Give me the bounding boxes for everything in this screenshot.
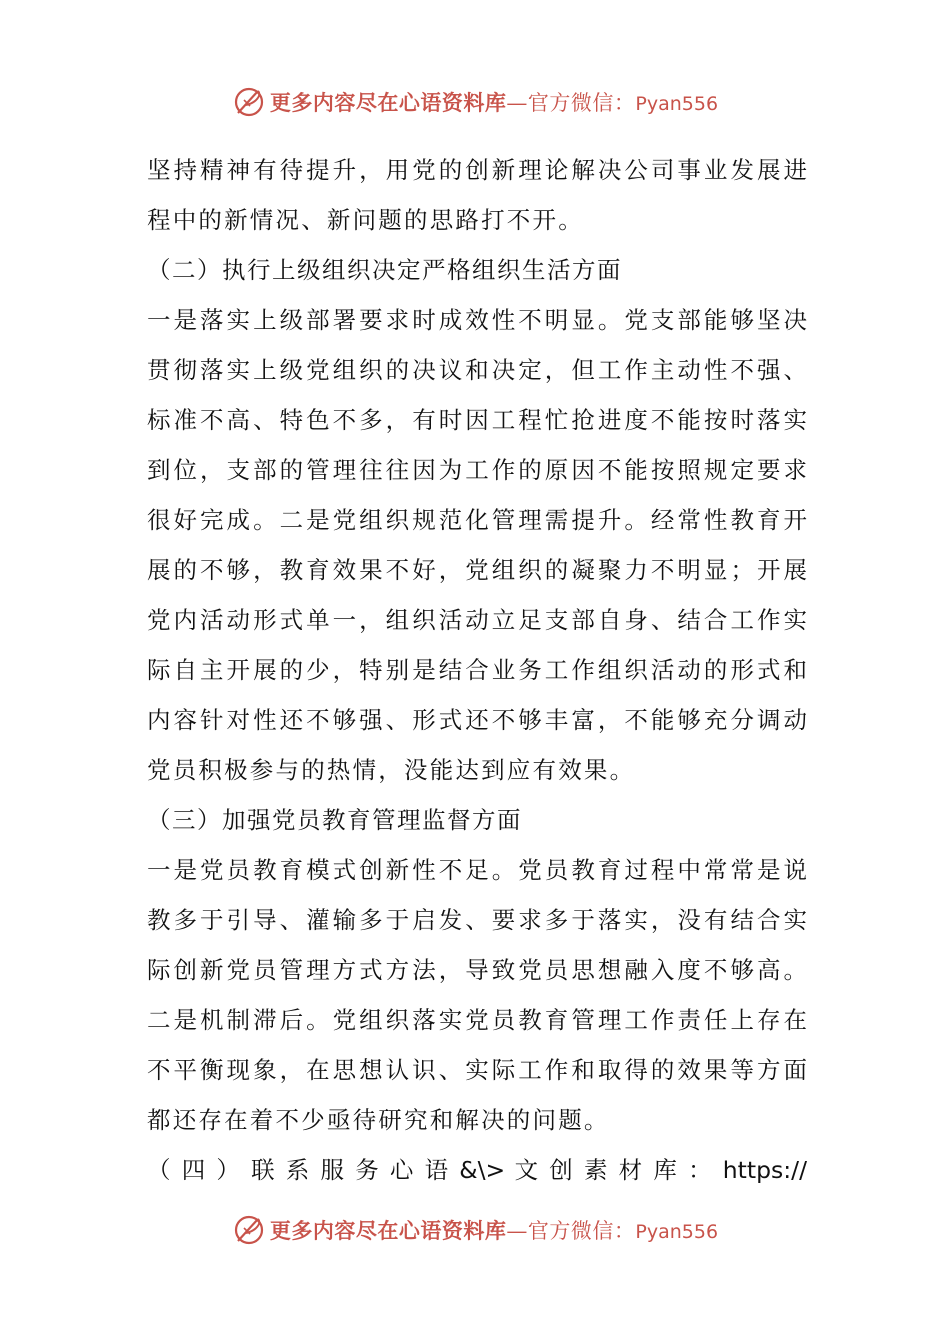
quill-pen-icon xyxy=(232,1213,266,1247)
footer-banner xyxy=(0,1210,950,1250)
text-line: 贯彻落实上级党组织的决议和决定，但工作主动性不强、 xyxy=(147,356,807,384)
text-line: 到位，支部的管理往往因为工作的原因不能按照规定要求 xyxy=(147,456,807,484)
text-line: 二是机制滞后。党组织落实党员教育管理工作责任上存在 xyxy=(147,1006,807,1034)
banner-brand: 更多内容尽在心语资料库 xyxy=(269,90,507,115)
section-heading-link: （ 四 ） 联 系 服 务 心 语 &\> 文 创 素 材 库 ： https:// xyxy=(147,1156,807,1184)
header-banner xyxy=(0,82,950,122)
section-heading: （二）执行上级组织决定严格组织生活方面 xyxy=(147,256,622,284)
text-line: 一是落实上级部署要求时成效性不明显。党支部能够坚决 xyxy=(147,306,807,334)
banner-text xyxy=(270,87,718,117)
text-line: 党内活动形式单一，组织活动立足支部自身、结合工作实 xyxy=(147,606,807,634)
text-line: 内容针对性还不够强、形式还不够丰富，不能够充分调动 xyxy=(147,706,807,734)
quill-pen-icon xyxy=(232,85,266,119)
text-line: 际自主开展的少，特别是结合业务工作组织活动的形式和 xyxy=(147,656,807,684)
banner-text xyxy=(270,1215,718,1245)
banner-brand: 更多内容尽在心语资料库 xyxy=(269,1218,507,1243)
text-line: 一是党员教育模式创新性不足。党员教育过程中常常是说 xyxy=(147,856,807,884)
text-line: 党员积极参与的热情，没能达到应有效果。 xyxy=(147,756,636,784)
text-line: 际创新党员管理方式方法，导致党员思想融入度不够高。 xyxy=(147,956,807,984)
document-body xyxy=(147,145,807,1195)
banner-contact-id: Pyan556 xyxy=(635,1221,719,1243)
text-line: 很好完成。二是党组织规范化管理需提升。经常性教育开 xyxy=(147,506,807,534)
text-line: 程中的新情况、新问题的思路打不开。 xyxy=(147,206,584,234)
banner-dash: — xyxy=(506,91,528,115)
text-line: 都还存在着不少亟待研究和解决的问题。 xyxy=(147,1106,610,1134)
text-line: 展的不够，教育效果不好，党组织的凝聚力不明显；开展 xyxy=(147,556,807,584)
text-line: 教多于引导、灌输多于启发、要求多于落实，没有结合实 xyxy=(147,906,807,934)
text-line: 坚持精神有待提升，用党的创新理论解决公司事业发展进 xyxy=(147,156,807,184)
text-line: 不平衡现象，在思想认识、实际工作和取得的效果等方面 xyxy=(147,1056,807,1084)
text-line: 标准不高、特色不多，有时因工程忙抢进度不能按时落实 xyxy=(147,406,807,434)
banner-contact-label: 官方微信： xyxy=(527,91,636,115)
banner-contact-label: 官方微信： xyxy=(527,1219,636,1243)
section-heading: （三）加强党员教育管理监督方面 xyxy=(147,806,522,834)
banner-contact-id: Pyan556 xyxy=(635,93,719,115)
banner-dash: — xyxy=(506,1219,528,1243)
